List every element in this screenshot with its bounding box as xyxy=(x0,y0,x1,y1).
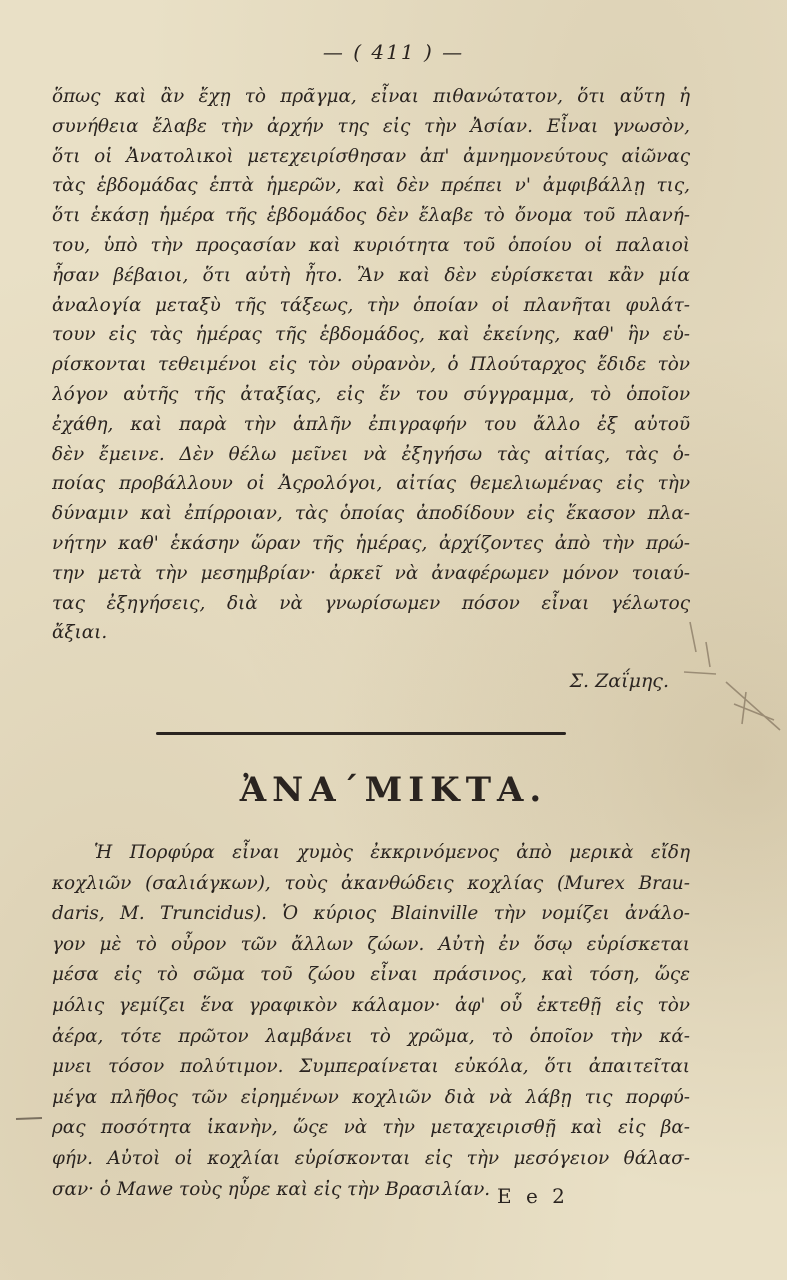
handwritten-margin-mark xyxy=(676,612,786,742)
text-line: ἐχάθη, καὶ παρὰ τὴν ἁπλῆν ἐπιγραφήν του ἄλλο ἐξ αὐτοῦ xyxy=(52,413,690,435)
text-line: φήν. Αὐτοὶ οἱ κοχλίαι εὑρίσκονται εἰς τὴν μεσόγειον θάλασ- xyxy=(52,1147,690,1169)
text-line: Ἡ Πορφύρα εἶναι χυμὸς ἐκκρινόμενος ἀπὸ μερικὰ εἴδη xyxy=(94,842,690,863)
text-line: τας ἐξηγήσεις, διὰ νὰ γνωρίσωμεν πόσον εἶναι γέλωτος xyxy=(52,592,690,614)
text-line: ἀναλογία μεταξὺ τῆς τάξεως, τὴν ὁποίαν οἱ πλανῆται φυλάτ- xyxy=(52,294,690,316)
text-line: δὲν ἔμεινε. Δὲν θέλω μεῖνει νὰ ἐξηγήσω τὰς αἰτίας, τὰς ὁ- xyxy=(52,443,690,465)
text-line: μόλις γεμίζει ἕνα γραφικὸν κάλαμον· ἀφ' οὗ ἐκτεθῇ εἰς τὸν xyxy=(52,994,690,1016)
text-line: μέσα εἰς τὸ σῶμα τοῦ ζώου εἶναι πράσινος, καὶ τόση, ὥςε xyxy=(52,964,690,986)
article-body-2 xyxy=(52,838,690,1205)
text-line: ὅτι ἑκάσῃ ἡμέρα τῆς ἑβδομάδος δὲν ἔλαβε τὸ ὄνομα τοῦ πλανή- xyxy=(52,205,690,227)
text-line: μνει τόσον πολύτιμον. Συμπεραίνεται εὐκόλα, ὅτι ἀπαιτεῖται xyxy=(52,1056,690,1078)
text-line: ὅτι οἱ Ἀνατολικοὶ μετεχειρίσθησαν ἀπ' ἀμνημονεύτους αἰῶνας xyxy=(52,145,690,167)
text-line: ἄξιαι. xyxy=(52,622,108,644)
section-divider xyxy=(156,732,566,735)
margin-dash-mark xyxy=(14,1112,44,1126)
text-line: τὰς ἑβδομάδας ἑπτὰ ἡμερῶν, καὶ δὲν πρέπει ν' ἀμφιβάλλῃ τις, xyxy=(52,175,690,197)
section-title: ἈΝΑ΄ΜΙΚΤΑ. xyxy=(239,770,548,810)
author-signature: Σ. Ζαΐμης. xyxy=(569,670,669,692)
text-line: ρίσκονται τεθειμένοι εἰς τὸν οὐρανὸν, ὁ Πλούταρχος ἔδιδε τὸν xyxy=(52,354,690,376)
text-line: σαν· ὁ Mawe τοὺς ηὗρε καὶ εἰς τὴν Βρασιλίαν. xyxy=(52,1178,491,1200)
text-line: την μετὰ τὴν μεσημβρίαν· ἀρκεῖ νὰ ἀναφέρωμεν μόνον τοιαύ- xyxy=(52,562,690,584)
text-line: συνήθεια ἔλαβε τὴν ἀρχήν της εἰς τὴν Ἀσίαν. Εἶναι γνωσὸν, xyxy=(52,115,690,137)
article-body xyxy=(52,82,690,648)
text-line: ἀέρα, τότε πρῶτον λαμβάνει τὸ χρῶμα, τὸ ὁποῖον τὴν κά- xyxy=(52,1025,690,1047)
page-header: — ( 411 ) — xyxy=(322,40,465,64)
text-line: νήτην καθ' ἑκάσην ὥραν τῆς ἡμέρας, ἀρχίζοντες ἀπὸ τὴν πρώ- xyxy=(52,532,690,554)
text-line: ἦσαν βέβαιοι, ὅτι αὐτὴ ἦτο. Ἂν καὶ δὲν εὑρίσκεται κἂν μία xyxy=(52,264,690,286)
text-line: ρας ποσότητα ἱκανὴν, ὥςε νὰ τὴν μεταχειρισθῇ καὶ εἰς βα- xyxy=(52,1117,690,1139)
text-line: daris, M. Truncidus). Ὁ κύριος Blainville τὴν νομίζει ἀνάλο- xyxy=(52,903,690,925)
signature-mark: E e 2 xyxy=(497,1184,569,1208)
text-line: κοχλιῶν (σαλιάγκων), τοὺς ἀκανθώδεις κοχλίας (Murex Brau- xyxy=(52,872,690,894)
text-line: δύναμιν καὶ ἐπίρροιαν, τὰς ὁποίας ἀποδίδουν εἰς ἕκασον πλα- xyxy=(52,503,690,525)
text-line: λόγον αὐτῆς τῆς ἀταξίας, εἰς ἕν του σύγγραμμα, τὸ ὁποῖον xyxy=(52,383,690,405)
text-line: ὅπως καὶ ἂν ἔχῃ τὸ πρᾶγμα, εἶναι πιθανώτατον, ὅτι αὕτη ἡ xyxy=(52,86,690,107)
text-line: του, ὑπὸ τὴν προςασίαν καὶ κυριότητα τοῦ ὁποίου οἱ παλαιοὶ xyxy=(52,234,690,256)
text-line: μέγα πλῆθος τῶν εἰρημένων κοχλιῶν διὰ νὰ λάβῃ τις πορφύ- xyxy=(52,1086,690,1108)
text-line: τουν εἰς τὰς ἡμέρας τῆς ἑβδομάδος, καὶ ἐκείνης, καθ' ἣν εὑ- xyxy=(52,324,690,346)
text-line: ποίας προβάλλουν οἱ Ἀςρολόγοι, αἰτίας θεμελιωμένας εἰς τὴν xyxy=(52,473,690,495)
text-line: γον μὲ τὸ οὖρον τῶν ἄλλων ζώων. Αὐτὴ ἐν ὅσῳ εὑρίσκεται xyxy=(52,933,690,955)
